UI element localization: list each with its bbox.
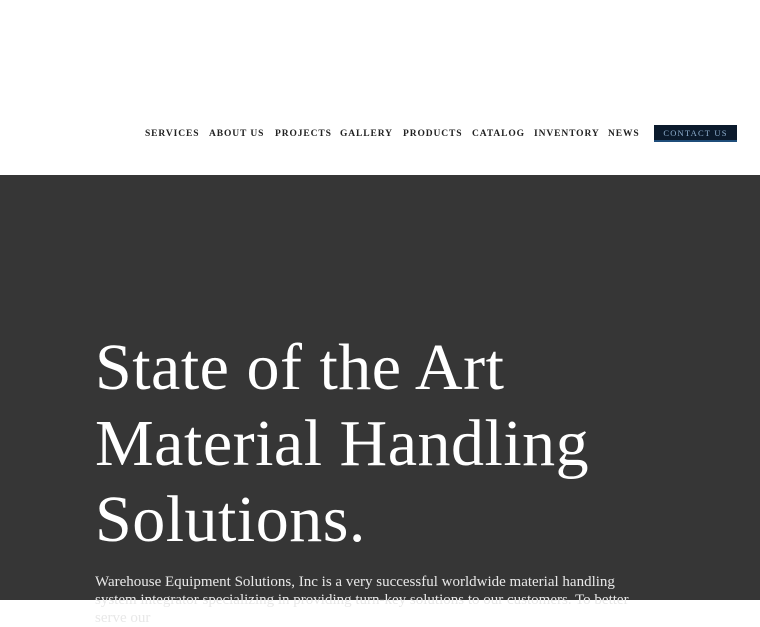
hero-title-line: Material Handling <box>95 407 590 480</box>
contact-us-button[interactable]: CONTACT US <box>654 125 737 142</box>
hero-description: Warehouse Equipment Solutions, Inc is a very successful worldwide material handling system integrator specializing in providing turn-key solutions to our customers. To better serve our <box>95 574 629 626</box>
nav-item-projects[interactable]: PROJECTS <box>275 129 332 139</box>
nav-item-inventory[interactable]: INVENTORY <box>534 129 600 139</box>
nav-item-services[interactable]: SERVICES <box>145 129 200 139</box>
nav-item-catalog[interactable]: CATALOG <box>472 129 525 139</box>
nav-item-news[interactable]: NEWS <box>608 129 640 139</box>
nav-item-about-us[interactable]: ABOUT US <box>209 129 265 139</box>
hero-title <box>95 330 715 558</box>
nav-item-products[interactable]: PRODUCTS <box>403 129 463 139</box>
nav-item-gallery[interactable]: GALLERY <box>340 129 393 139</box>
main-nav <box>0 125 760 143</box>
hero-title-line: Solutions. <box>95 483 366 556</box>
hero-section <box>0 175 760 626</box>
site-header <box>0 0 760 175</box>
hero-title-line: State of the Art <box>95 331 505 404</box>
